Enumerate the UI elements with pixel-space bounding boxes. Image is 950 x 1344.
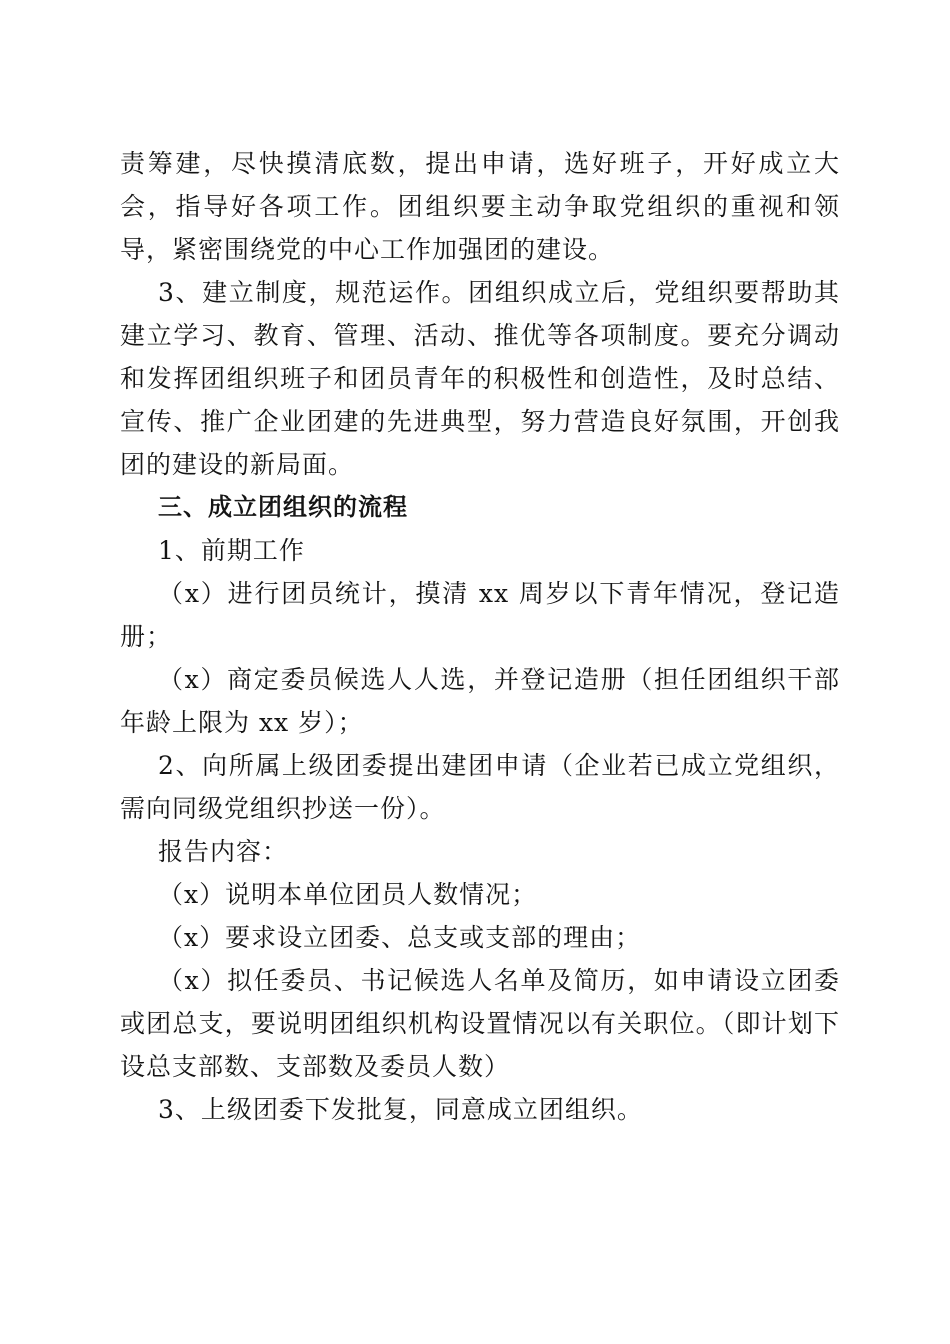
document-body [120, 142, 840, 1131]
list-item-reasons: （x）要求设立团委、总支或支部的理由； [158, 923, 642, 952]
list-item-member-statistics: （x）进行团员统计，摸清 xx 周岁以下青年情况，登记造册； [120, 579, 840, 651]
paragraph-establish-system: 3、建立制度，规范运作。团组织成立后，党组织要帮助其建立学习、教育、管理、活动、推优等各项制度。要充分调动和发挥团组织班子和团员青年的积极性和创造性，及时总结、宣传、推广企业团建的先进典型，努力营造良好氛围，开创我团的建设的新局面。 [120, 278, 840, 479]
paragraph-report-contents: 报告内容： [158, 837, 289, 866]
paragraph-submit-application: 2、向所属上级团委提出建团申请（企业若已成立党组织，需向同级党组织抄送一份）。 [120, 751, 840, 823]
section-heading-process: 三、成立团组织的流程 [158, 493, 408, 521]
list-item-candidate-list: （x）拟任委员、书记候选人名单及简历，如申请设立团委或团总支，要说明团组织机构设置情况以有关职位。（即计划下设总支部数、支部数及委员人数） [120, 966, 840, 1081]
paragraph-continuation: 责筹建，尽快摸清底数，提出申请，选好班子，开好成立大会，指导好各项工作。团组织要主动争取党组织的重视和领导，紧密围绕党的中心工作加强团的建设。 [120, 149, 840, 264]
paragraph-approval: 3、上级团委下发批复，同意成立团组织。 [158, 1095, 643, 1124]
list-item-candidate-selection: （x）商定委员候选人人选，并登记造册（担任团组织干部年龄上限为 xx 岁）； [120, 665, 840, 737]
list-item-member-count: （x）说明本单位团员人数情况； [158, 880, 538, 909]
paragraph-preliminary-work: 1、前期工作 [158, 536, 305, 565]
